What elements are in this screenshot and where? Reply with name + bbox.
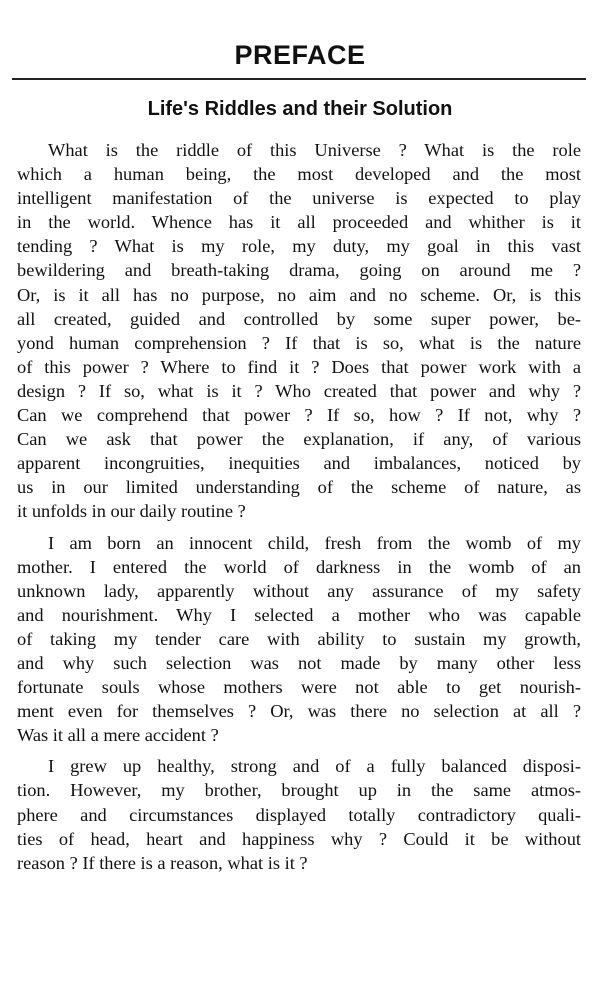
text-line: and nourishment. Why I selected a mother who was capable (17, 604, 581, 625)
text-line: design ? If so, what is it ? Who created that power and why ? (17, 380, 581, 401)
text-line: unknown lady, apparently without any assurance of my safety (17, 580, 581, 601)
text-line: I am born an innocent child, fresh from the womb of my (48, 532, 581, 553)
body-text (17, 138, 581, 875)
section-subtitle: Life's Riddles and their Solution (147, 98, 453, 120)
text-line: it unfolds in our daily routine ? (17, 501, 246, 522)
text-line: tending ? What is my role, my duty, my goal in this vast (17, 236, 581, 257)
paragraph (17, 138, 581, 524)
text-line: Or, is it all has no purpose, no aim and no scheme. Or, is this (17, 284, 581, 305)
text-line: apparent incongruities, inequities and imbalances, noticed by (17, 453, 581, 474)
text-line: which a human being, the most developed and the most (17, 164, 581, 185)
paragraph (17, 754, 581, 874)
page-title: PREFACE (234, 40, 366, 70)
text-line: intelligent manifestation of the universe is expected to play (17, 188, 581, 209)
text-line: in the world. Whence has it all proceeded and whither is it (17, 212, 581, 233)
text-line: ment even for themselves ? Or, was there no selection at all ? (17, 701, 581, 722)
text-line: Can we comprehend that power ? If so, how ? If not, why ? (17, 405, 581, 426)
text-line: tion. However, my brother, brought up in the same atmos- (17, 780, 581, 801)
title-divider (12, 78, 586, 80)
text-line: fortunate souls whose mothers were not able to get nourish- (17, 677, 581, 698)
text-line: bewildering and breath-taking drama, going on around me ? (17, 260, 581, 281)
text-line: What is the riddle of this Universe ? What is the role (48, 140, 581, 160)
text-line: Can we ask that power the explanation, if any, of various (17, 429, 581, 450)
text-line: of this power ? Where to find it ? Does that power work with a (17, 356, 581, 377)
text-line: and why such selection was not made by many other less (17, 652, 581, 673)
text-line: I grew up healthy, strong and of a fully balanced disposi- (48, 756, 581, 777)
text-line: of taking my tender care with ability to sustain my growth, (17, 628, 581, 649)
text-line: Was it all a mere accident ? (17, 725, 219, 746)
text-line: phere and circumstances displayed totally contradictory quali- (17, 804, 581, 825)
text-line: mother. I entered the world of darkness in the womb of an (17, 556, 581, 577)
text-line: reason ? If there is a reason, what is it ? (17, 852, 308, 873)
text-line: ties of head, heart and happiness why ? Could it be without (17, 828, 581, 849)
text-line: us in our limited understanding of the scheme of nature, as (17, 477, 581, 498)
paragraph (17, 531, 581, 748)
text-line: yond human comprehension ? If that is so, what is the nature (17, 332, 581, 353)
text-line: all created, guided and controlled by some super power, be- (17, 308, 581, 329)
